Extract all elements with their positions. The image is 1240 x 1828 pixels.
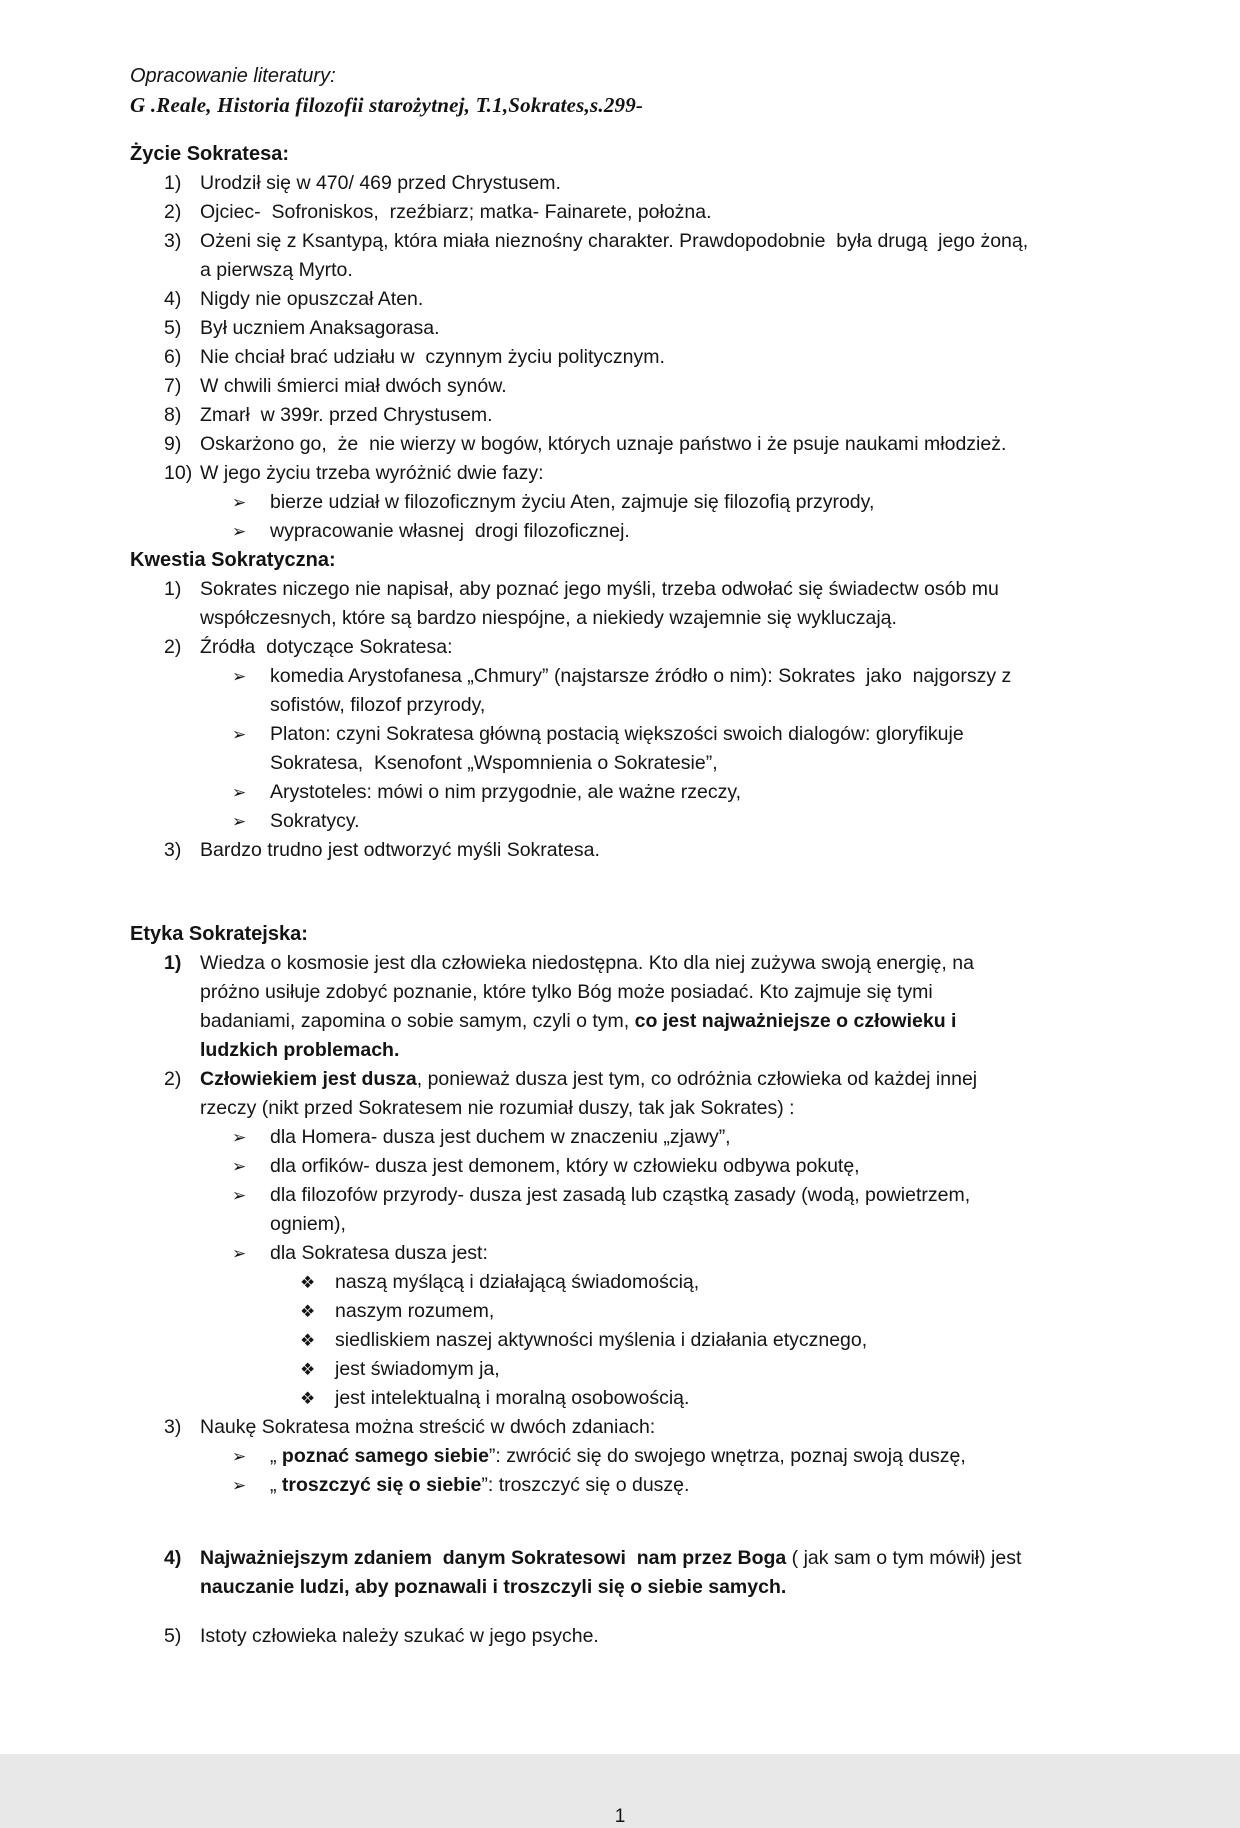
list-item <box>130 372 1030 401</box>
list-item <box>130 1355 1030 1384</box>
text-segment: ( jak sam o tym mówił) jest <box>786 1547 1027 1569</box>
list-item <box>130 778 1030 807</box>
text-segment-bold: nauczanie ludzi, aby poznawali i troszczyli się o siebie samych. <box>200 1576 787 1598</box>
list-item-number: 9) <box>164 433 182 455</box>
arrow-bullet-icon: ➢ <box>232 1447 247 1466</box>
text-segment: „ <box>270 1445 282 1467</box>
list-item-text: bierze udział w filozoficznym życiu Aten, zajmuje się filozofią przyrody, <box>270 491 875 513</box>
list-item-text: siedliskiem naszej aktywności myślenia i działania etycznego, <box>335 1329 868 1351</box>
text-segment: , ponieważ dusza jest tym, co odróżnia człowieka od każdej innej rzeczy (nikt przed Sokratesem nie rozumiał duszy, tak jak Sokrates) : <box>200 1068 983 1119</box>
list-item <box>130 1413 1030 1442</box>
list-item-text <box>270 1442 1030 1471</box>
document-content <box>130 62 1034 1651</box>
list-item-text <box>200 1065 1030 1123</box>
list-item <box>130 1123 1030 1152</box>
list-item <box>130 227 1034 285</box>
list-item <box>130 720 1030 778</box>
source-citation: G .Reale, Historia filozofii starożytnej, T.1,Sokrates,s.299- <box>130 93 644 117</box>
text-segment-bold: Najważniejszym zdaniem danym Sokratesowi nam przez Boga <box>200 1547 787 1569</box>
list-item-text: Sokratycy. <box>270 810 360 832</box>
arrow-bullet-icon: ➢ <box>232 1157 247 1176</box>
list-item-text: Platon: czyni Sokratesa główną postacią większości swoich dialogów: gloryfikuje Sokratesa, Ksenofont „Wspomnienia o Sokratesie”, <box>270 723 970 774</box>
section-heading-zycie: Życie Sokratesa: <box>130 143 289 165</box>
list-item <box>130 1326 1030 1355</box>
list-item <box>130 488 1030 517</box>
list-item-text <box>200 1544 1030 1602</box>
arrow-bullet-icon: ➢ <box>232 812 247 831</box>
list-item <box>130 343 1030 372</box>
arrow-bullet-icon: ➢ <box>232 783 247 802</box>
list-item-number: 3) <box>164 839 182 861</box>
spacer <box>130 1602 1030 1622</box>
list-item-number: 1) <box>164 578 182 600</box>
list-item-text: Ożeni się z Ksantypą, która miała nieznośny charakter. Prawdopodobnie była drugą jego żoną, a pierwszą Myrto. <box>200 230 1034 281</box>
list-item-text: dla filozofów przyrody- dusza jest zasadą lub cząstką zasady (wodą, powietrzem, ogniem), <box>270 1184 976 1235</box>
arrow-bullet-icon: ➢ <box>232 1186 247 1205</box>
diamond-bullet-icon: ❖ <box>300 1360 316 1379</box>
arrow-bullet-icon: ➢ <box>232 493 247 512</box>
section-heading-kwestia: Kwestia Sokratyczna: <box>130 549 336 571</box>
list-item-text: jest intelektualną i moralną osobowością. <box>335 1387 690 1409</box>
list-item-text: Sokrates niczego nie napisał, aby poznać jego myśli, trzeba odwołać się świadectw osób mu współczesnych, które są bardzo niespójne, a niekiedy wzajemnie się wykluczają. <box>200 578 1005 629</box>
list-item-text: W jego życiu trzeba wyróżnić dwie fazy: <box>200 462 544 484</box>
text-segment: ”: troszczyć się o duszę. <box>481 1474 690 1496</box>
list-item-text <box>270 1471 1030 1500</box>
list-item-number: 3) <box>164 1416 182 1438</box>
list-item-number: 6) <box>164 346 182 368</box>
list-item-number: 1) <box>164 172 182 194</box>
section-heading-etyka: Etyka Sokratejska: <box>130 923 308 945</box>
arrow-bullet-icon: ➢ <box>232 522 247 541</box>
list-item <box>130 1297 1030 1326</box>
list-item-text: komedia Arystofanesa „Chmury” (najstarsze źródło o nim): Sokrates jako najgorszy z sofistów, filozof przyrody, <box>270 665 1017 716</box>
list-item-number: 10) <box>164 462 193 484</box>
list-item-number: 7) <box>164 375 182 397</box>
list-item <box>130 169 1030 198</box>
list-item <box>130 314 1030 343</box>
list-item-text: naszą myślącą i działającą świadomością, <box>335 1271 700 1293</box>
list-item-number: 4) <box>164 288 182 310</box>
list-item-text: Arystoteles: mówi o nim przygodnie, ale ważne rzeczy, <box>270 781 742 803</box>
arrow-bullet-icon: ➢ <box>232 1244 247 1263</box>
list-item-text: Był uczniem Anaksagorasa. <box>200 317 440 339</box>
spacer <box>130 1500 1030 1544</box>
list-item <box>130 1384 1030 1413</box>
list-item-number: 8) <box>164 404 182 426</box>
text-segment-bold: co jest najważniejsze o człowieku i ludzkich problemach. <box>200 1010 962 1061</box>
list-item-text: dla Homera- dusza jest duchem w znaczeniu „zjawy”, <box>270 1126 731 1148</box>
text-segment-bold: Człowiekiem jest dusza <box>200 1068 417 1090</box>
text-segment-bold: poznać samego siebie <box>281 1445 489 1467</box>
arrow-bullet-icon: ➢ <box>232 667 247 686</box>
list-item-number: 2) <box>164 201 182 223</box>
list-item <box>130 949 1030 1065</box>
list-item-text: naszym rozumem, <box>335 1300 495 1322</box>
list-item-text: wypracowanie własnej drogi filozoficznej. <box>270 520 630 542</box>
list-item-text: Nigdy nie opuszczał Aten. <box>200 288 424 310</box>
list-item <box>130 1442 1030 1471</box>
list-item <box>130 1181 1030 1239</box>
list-item-text: Ojciec- Sofroniskos, rzeźbiarz; matka- Fainarete, położna. <box>200 201 712 223</box>
list-item <box>130 1152 1030 1181</box>
text-segment-bold: troszczyć się o siebie <box>281 1474 482 1496</box>
list-item-text: W chwili śmierci miał dwóch synów. <box>200 375 507 397</box>
list-item <box>130 1239 1030 1268</box>
list-item-text: Istoty człowieka należy szukać w jego psyche. <box>200 1625 599 1647</box>
list-item-number: 2) <box>164 636 182 658</box>
spacer <box>130 865 1030 920</box>
page-number: 1 <box>614 1806 626 1827</box>
text-segment: Wiedza o kosmosie jest dla człowieka niedostępna. Kto dla niej zużywa swoją energię, na próżno usiłuje zdobyć poznanie, które tylko Bóg może posiadać. Kto zajmuje się tymi badaniami, zapomina o sobie samym, czyli o tym, <box>200 952 980 1032</box>
diamond-bullet-icon: ❖ <box>300 1331 316 1350</box>
list-item <box>130 517 1030 546</box>
text-segment: ”: zwrócić się do swojego wnętrza, poznaj swoją duszę, <box>488 1445 966 1467</box>
list-item-number: 4) <box>164 1547 182 1569</box>
list-item-text: dla Sokratesa dusza jest: <box>270 1242 488 1264</box>
arrow-bullet-icon: ➢ <box>232 1476 247 1495</box>
diamond-bullet-icon: ❖ <box>300 1302 316 1321</box>
list-item <box>130 1544 1030 1602</box>
list-item <box>130 575 1030 633</box>
list-item <box>130 807 1030 836</box>
list-item <box>130 401 1030 430</box>
list-item <box>130 1065 1030 1123</box>
list-item <box>130 1471 1030 1500</box>
list-item <box>130 1622 1030 1651</box>
list-item-number: 3) <box>164 230 182 252</box>
list-item-text: jest świadomym ja, <box>335 1358 500 1380</box>
list-item-text: Oskarżono go, że nie wierzy w bogów, których uznaje państwo i że psuje naukami młodzież. <box>200 433 1007 455</box>
list-item <box>130 198 1030 227</box>
list-item <box>130 662 1030 720</box>
list-item-text: Naukę Sokratesa można streścić w dwóch zdaniach: <box>200 1416 656 1438</box>
list-item-text: Źródła dotyczące Sokratesa: <box>200 636 453 658</box>
list-item-number: 5) <box>164 1625 182 1647</box>
list-item-text: Bardzo trudno jest odtworzyć myśli Sokratesa. <box>200 839 600 861</box>
list-item-text: Urodził się w 470/ 469 przed Chrystusem. <box>200 172 561 194</box>
list-item-text: dla orfików- dusza jest demonem, który w człowieku odbywa pokutę, <box>270 1155 860 1177</box>
list-item-text: Zmarł w 399r. przed Chrystusem. <box>200 404 493 426</box>
arrow-bullet-icon: ➢ <box>232 1128 247 1147</box>
diamond-bullet-icon: ❖ <box>300 1273 316 1292</box>
list-item <box>130 836 1030 865</box>
literature-note: Opracowanie literatury: <box>130 65 336 87</box>
list-item-text <box>200 949 1030 1065</box>
list-item <box>130 285 1030 314</box>
list-item <box>130 1268 1030 1297</box>
list-item-text: Nie chciał brać udziału w czynnym życiu politycznym. <box>200 346 665 368</box>
list-item-number: 1) <box>164 952 182 974</box>
list-item-number: 5) <box>164 317 182 339</box>
list-item <box>130 459 1030 488</box>
text-segment: „ <box>270 1474 282 1496</box>
list-item <box>130 430 1030 459</box>
list-item <box>130 633 1030 662</box>
arrow-bullet-icon: ➢ <box>232 725 247 744</box>
diamond-bullet-icon: ❖ <box>300 1389 316 1408</box>
list-item-number: 2) <box>164 1068 182 1090</box>
